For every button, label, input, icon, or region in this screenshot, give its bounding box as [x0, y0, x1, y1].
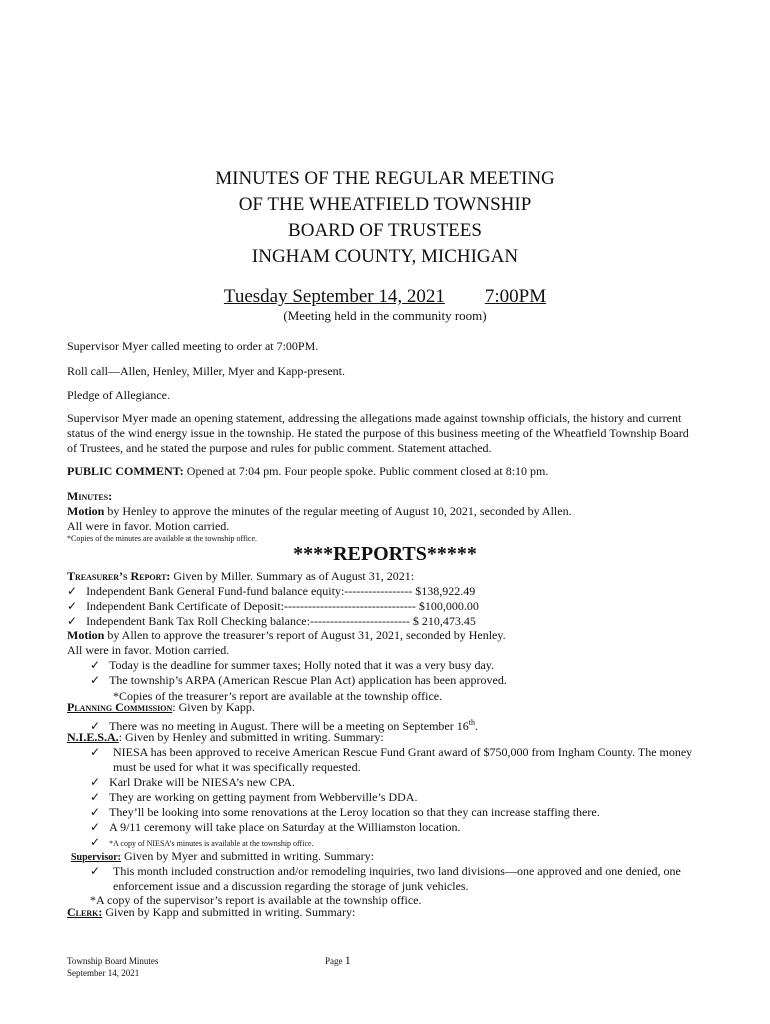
- supervisor-item: This month included construction and/or remodeling inquiries, two land divisions—one approved and one denied, one enforcement issue and a discussion regarding the storage of junk vehicles.: [113, 864, 681, 893]
- footer-left: [67, 955, 158, 979]
- footer-page: [325, 954, 351, 967]
- supervisor-intro: Given by Myer and submitted in writing. Summary:: [121, 849, 374, 863]
- roll-call: Roll call—Allen, Henley, Miller, Myer and Kapp-present.: [67, 364, 345, 378]
- planning-item: There was no meeting in August. There will be a meeting on September 16: [109, 719, 469, 733]
- check-icon: ✓: [90, 790, 101, 804]
- niesa-item-label: *A copy of NIESA’s minutes is available at the township office.: [109, 839, 314, 848]
- public-comment-label: PUBLIC COMMENT:: [67, 464, 184, 478]
- check-icon: ✓: [90, 673, 101, 687]
- list-item: [90, 673, 507, 688]
- reports-heading: ****REPORTS*****: [293, 543, 477, 565]
- public-comment: [67, 464, 692, 479]
- list-item: [90, 790, 417, 805]
- pledge: Pledge of Allegiance.: [67, 388, 170, 402]
- niesa-item-label: Karl Drake will be NIESA’s new CPA.: [109, 775, 295, 789]
- list-item: [90, 658, 494, 673]
- clerk-label: Clerk:: [67, 905, 103, 919]
- treasurer-item-label: Independent Bank Certificate of Deposit:--------------------------------- $100,000.00: [86, 599, 479, 613]
- minutes-note: *Copies of the minutes are available at the township office.: [67, 534, 258, 543]
- planning-heading: [67, 700, 255, 715]
- niesa-heading: [67, 730, 384, 745]
- list-item: [90, 835, 314, 850]
- planning-intro: : Given by Kapp.: [172, 700, 255, 714]
- minutes-motion-word: Motion: [67, 504, 105, 518]
- treasurer-intro: Given by Miller. Summary as of August 31, 2021:: [170, 569, 415, 583]
- title-line-3: BOARD OF TRUSTEES: [288, 220, 482, 241]
- list-item: [67, 599, 479, 614]
- treasurer-heading: [67, 569, 414, 584]
- niesa-intro: : Given by Henley and submitted in writing. Summary:: [118, 730, 384, 744]
- list-item: [90, 775, 295, 790]
- supervisor-label: Supervisor:: [71, 852, 121, 863]
- opening-statement: Supervisor Myer made an opening statement, addressing the allegations made against township officials, the history and current status of the wind energy issue in the township. He stated the purpose of this business meeting of the Wheatfield Township Board of Trustees, and he stated the purpose and rules for public comment. Statement attached.: [67, 411, 689, 455]
- list-item: [90, 745, 695, 775]
- title-line-1: MINUTES OF THE REGULAR MEETING: [215, 168, 555, 189]
- treasurer-item-label: Independent Bank General Fund-fund balance equity:----------------- $138,922.49: [86, 584, 476, 598]
- footer-doc-title: Township Board Minutes: [67, 956, 159, 966]
- supervisor-note: *A copy of the supervisor’s report is available at the township office.: [90, 893, 422, 907]
- list-item: [67, 584, 475, 599]
- treasurer-note: *Copies of the treasurer’s report are available at the township office.: [113, 689, 443, 703]
- niesa-item-label: A 9/11 ceremony will take place on Saturday at the Williamston location.: [109, 820, 461, 834]
- page-number: 1: [344, 953, 351, 967]
- clerk-heading: [67, 905, 355, 920]
- document-title: [0, 166, 770, 270]
- check-icon: ✓: [90, 835, 101, 849]
- niesa-item-label: They’ll be looking into some renovations at the Leroy location so that they can increase staffing there.: [109, 805, 600, 819]
- title-line-2: OF THE WHEATFIELD TOWNSHIP: [238, 194, 532, 215]
- treasurer-label: Treasurer’s Report:: [67, 569, 171, 583]
- planning-item-end: .: [475, 719, 478, 733]
- treasurer-sub-item-label: Today is the deadline for summer taxes; Holly noted that it was a very busy day.: [109, 658, 495, 672]
- list-item: [67, 614, 476, 629]
- check-icon: ✓: [90, 719, 101, 733]
- minutes-motion: by Henley to approve the minutes of the regular meeting of August 10, 2021, seconded by Allen.: [104, 504, 572, 518]
- title-line-4: INGHAM COUNTY, MICHIGAN: [251, 246, 519, 267]
- footer-date: September 14, 2021: [67, 968, 140, 978]
- check-icon: ✓: [90, 864, 101, 878]
- check-icon: ✓: [90, 805, 101, 819]
- check-icon: ✓: [67, 599, 78, 613]
- treasurer-sub-item-label: The township’s ARPA (American Rescue Plan Act) application has been approved.: [109, 673, 507, 687]
- list-item: [90, 805, 600, 820]
- treasurer-motion: [67, 628, 506, 643]
- niesa-item-label: NIESA has been approved to receive American Rescue Fund Grant award of $750,000 from Ingham County. The money must be used for what it was specifically requested.: [113, 745, 693, 774]
- check-icon: ✓: [67, 584, 78, 598]
- check-icon: ✓: [90, 745, 101, 759]
- niesa-label: N.I.E.S.A.: [67, 730, 119, 744]
- public-comment-text: Opened at 7:04 pm. Four people spoke. Public comment closed at 8:10 pm.: [183, 464, 549, 478]
- meeting-time: 7:00PM: [484, 286, 547, 307]
- niesa-item-label: They are working on getting payment from Webberville’s DDA.: [109, 790, 418, 804]
- planning-label: Planning Commission: [67, 700, 173, 714]
- minutes-label: Minutes:: [67, 489, 113, 503]
- location-note: (Meeting held in the community room): [283, 308, 487, 323]
- planning-item-sup: th: [468, 718, 475, 727]
- page-label: Page: [325, 956, 345, 966]
- supervisor-heading: [71, 849, 374, 865]
- check-icon: ✓: [90, 658, 101, 672]
- call-to-order: Supervisor Myer called meeting to order at 7:00PM.: [67, 339, 319, 353]
- minutes-section: [67, 489, 692, 544]
- treasurer-favor: All were in favor. Motion carried.: [67, 643, 230, 657]
- meeting-date: Tuesday September 14, 2021: [223, 286, 445, 307]
- treasurer-motion-text: by Allen to approve the treasurer’s report of August 31, 2021, seconded by Henley.: [104, 628, 506, 642]
- minutes-favor: All were in favor. Motion carried.: [67, 519, 230, 533]
- check-icon: ✓: [90, 820, 101, 834]
- list-item: [90, 820, 461, 835]
- treasurer-item-label: Independent Bank Tax Roll Checking balance:------------------------- $ 210,473.45: [86, 614, 476, 628]
- list-item: [90, 864, 695, 894]
- treasurer-motion-word: Motion: [67, 628, 105, 642]
- check-icon: ✓: [90, 775, 101, 789]
- check-icon: ✓: [67, 614, 78, 628]
- meeting-dateline: [0, 286, 770, 308]
- clerk-intro: Given by Kapp and submitted in writing. Summary:: [102, 905, 356, 919]
